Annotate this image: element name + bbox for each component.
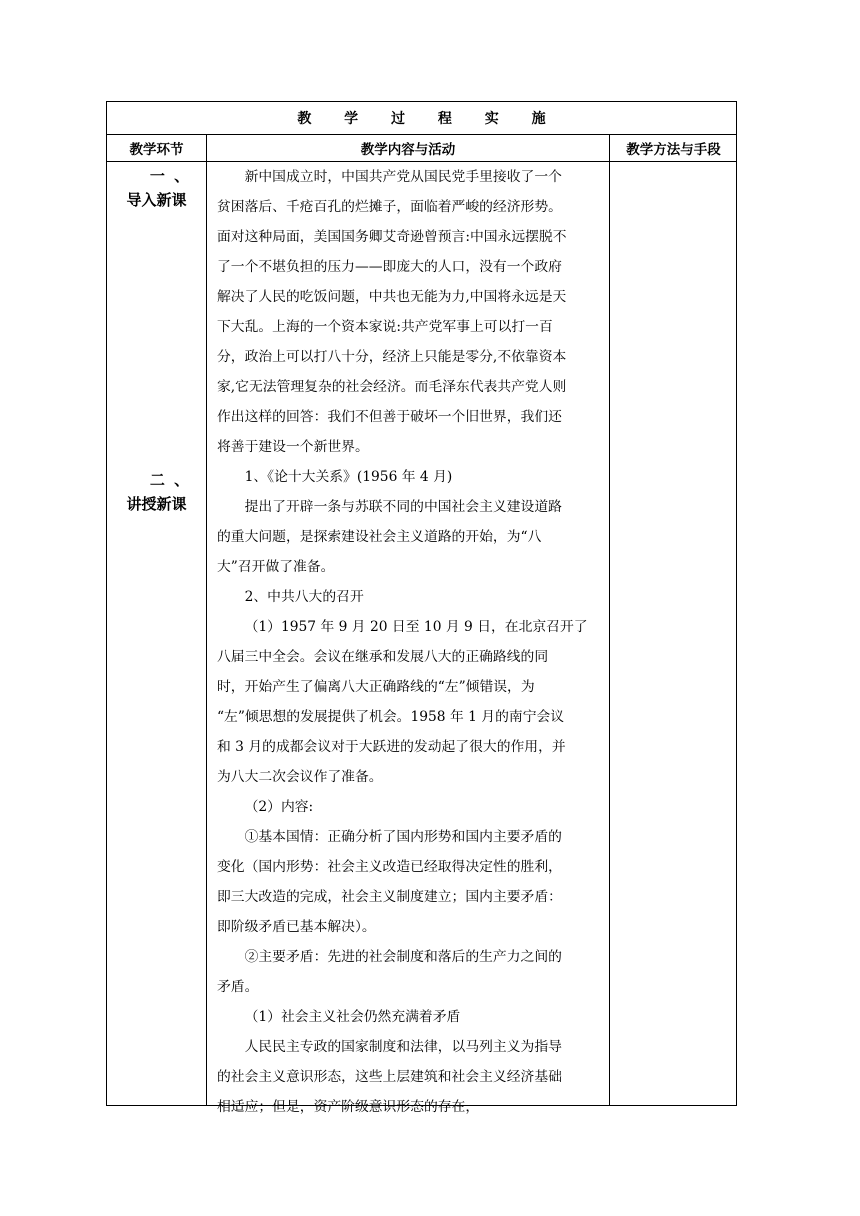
content-line: 和 3 月的成都会议对于大跃进的发动起了很大的作用，并 [217, 739, 566, 755]
column-divider [206, 135, 207, 1105]
content-line: 的社会主义意识形态，这些上层建筑和社会主义经济基础 [217, 1069, 562, 1085]
content-line: 1、《论十大关系》(1956 年 4 月) [244, 469, 453, 485]
content-line: ②主要矛盾：先进的社会制度和落后的生产力之间的 [244, 949, 562, 965]
content-line: 家,它无法管理复杂的社会经济。而毛泽东代表共产党人则 [217, 379, 567, 395]
content-line: 即三大改造的完成，社会主义制度建立；国内主要矛盾： [217, 889, 562, 905]
content-line: 大”召开做了准备。 [217, 559, 335, 575]
header-teaching-method: 教学方法与手段 [626, 142, 721, 158]
content-line: 为八大二次会议作了准备。 [217, 769, 383, 785]
content-line: 了一个不堪负担的压力——即庞大的人口，没有一个政府 [217, 259, 562, 275]
content-line: 八届三中全会。会议在继承和发展八大的正确路线的同 [217, 649, 549, 665]
content-line: 的重大问题，是探索建设社会主义道路的开始，为“八 [217, 529, 542, 545]
teaching-content [217, 162, 603, 1122]
header-teaching-stage: 教学环节 [129, 142, 184, 158]
column-divider [609, 135, 610, 1105]
content-line: 新中国成立时，中国共产党从国民党手里接收了一个 [244, 169, 562, 185]
content-line: （1）社会主义社会仍然充满着矛盾 [244, 1009, 461, 1025]
content-line: 变化（国内形势：社会主义改造已经取得决定性的胜利， [217, 859, 562, 875]
stage-name: 导入新课 [126, 191, 187, 209]
table-title: 教 学 过 程 实 施 [297, 111, 560, 127]
content-line: 下大乱。上海的一个资本家说:共产党军事上可以打一百 [217, 319, 553, 335]
content-line: 分，政治上可以打八十分，经济上只能是零分,不依靠资本 [217, 349, 567, 365]
content-line: 贫困落后、千疮百孔的烂摊子，面临着严峻的经济形势。 [217, 199, 562, 215]
content-line: 作出这样的回答：我们不但善于破坏一个旧世界，我们还 [217, 409, 562, 425]
content-line: 提出了开辟一条与苏联不同的中国社会主义建设道路 [244, 499, 562, 515]
content-line: 相适应；但是，资产阶级意识形态的存在， [217, 1099, 480, 1115]
stage-number: 一 、 [149, 167, 192, 185]
content-line: 2、中共八大的召开 [244, 589, 364, 605]
content-line: 时，开始产生了偏离八大正确路线的“左”倾错误，为 [217, 679, 535, 695]
stage-lecture [107, 468, 206, 516]
table-header-row [107, 135, 736, 162]
content-line: 即阶级矛盾已基本解决）。 [217, 919, 376, 935]
stage-name: 讲授新课 [126, 495, 187, 513]
content-line: 将善于建设一个新世界。 [217, 439, 369, 455]
content-line: （1）1957 年 9 月 20 日至 10 月 9 日，在北京召开了 [244, 619, 588, 635]
table-title-row [107, 102, 736, 135]
content-line: 面对这种局面，美国国务卿艾奇逊曾预言:中国永远摆脱不 [217, 229, 567, 245]
content-line: 解决了人民的吃饭问题，中共也无能为力,中国将永远是天 [217, 289, 567, 305]
lesson-process-table [106, 101, 737, 1115]
stage-number: 二 、 [149, 471, 192, 489]
content-line: “左”倾思想的发展提供了机会。1958 年 1 月的南宁会议 [217, 709, 565, 725]
header-teaching-content: 教学内容与活动 [360, 142, 456, 158]
content-line: 矛盾。 [217, 979, 259, 995]
stage-intro [107, 164, 206, 212]
content-line: 人民民主专政的国家制度和法律，以马列主义为指导 [244, 1039, 562, 1055]
content-line: ①基本国情：正确分析了国内形势和国内主要矛盾的 [244, 829, 562, 845]
content-line: （2）内容: [244, 799, 314, 815]
